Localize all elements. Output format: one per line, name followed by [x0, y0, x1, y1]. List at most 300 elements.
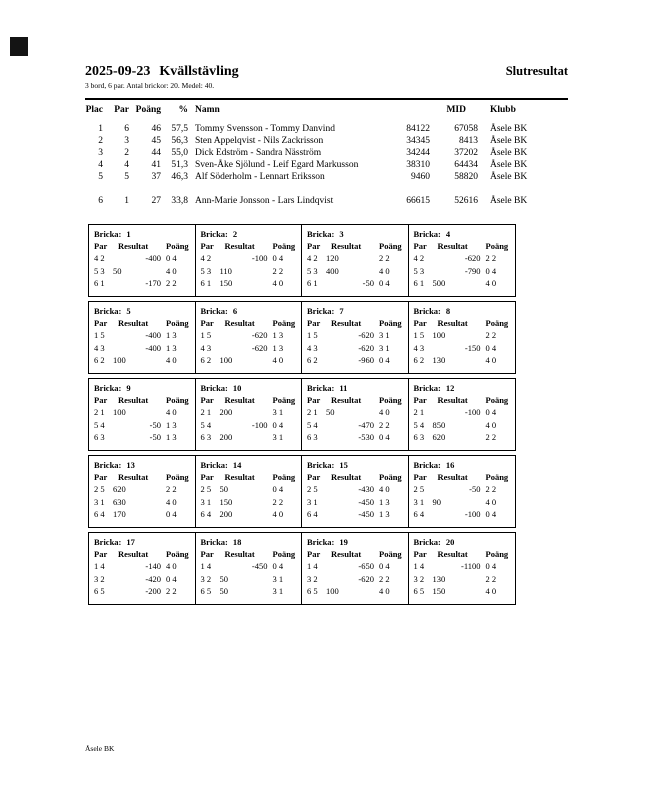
board-title	[307, 228, 403, 240]
board-column-headers	[201, 240, 297, 252]
board-cell-par: 2 1	[413, 407, 425, 418]
board-col-header: Resultat	[331, 318, 362, 328]
board-cell-resultat: 150	[219, 278, 233, 289]
board-cell-resultat: 200	[219, 407, 233, 418]
standings-cell-namn: Ann-Marie Jonsson - Lars Lindqvist	[195, 196, 334, 206]
board-number: 2	[232, 229, 238, 239]
board-score-line	[201, 265, 297, 277]
standings-cell-mid1: 9460	[411, 172, 430, 182]
board-score-line	[307, 431, 403, 443]
standings-cell-par: 5	[124, 172, 129, 182]
standings-cell-mid1: 66615	[406, 196, 430, 206]
board-score-line	[201, 252, 297, 264]
board-cell-resultat: -620	[251, 330, 268, 341]
board-col-header: Resultat	[118, 472, 149, 482]
board-cell-par: 6 4	[200, 509, 212, 520]
board-cell-par: 6 3	[200, 432, 212, 443]
board-cell-poang: 4 0	[485, 586, 497, 597]
board-score-line	[94, 354, 190, 366]
board-cell-poang: 2 2	[379, 419, 390, 430]
standings-cell-poang: 45	[151, 136, 161, 146]
board-score-line	[94, 496, 190, 508]
board-title-label: Bricka:	[307, 229, 335, 239]
board-cell-par: 1 5	[307, 330, 318, 341]
board-number: 8	[445, 306, 451, 316]
board-cell-par: 3 2	[94, 573, 105, 584]
board-cell-poang: 1 3	[166, 432, 177, 443]
board-score-line	[201, 419, 297, 431]
board-cell-resultat: -470	[358, 419, 374, 430]
page-content	[85, 63, 568, 207]
board-cell-resultat: 130	[432, 355, 446, 366]
board-title-label: Bricka:	[200, 306, 228, 316]
board-title-label: Bricka:	[200, 229, 228, 239]
board-cell-poang: 4 0	[166, 496, 177, 507]
board-cell-poang: 0 4	[379, 432, 390, 443]
board-score-line	[414, 483, 510, 495]
board-score-line	[414, 496, 510, 508]
standings-cell-par: 1	[124, 196, 129, 206]
board-box	[88, 224, 196, 297]
standings-cell-par: 6	[124, 124, 129, 134]
board-title	[94, 536, 190, 548]
standings-cell-klubb: Åsele BK	[490, 148, 528, 158]
board-col-header: Par	[200, 472, 214, 482]
standings-cell-poang: 46	[151, 124, 161, 134]
standings-cell-namn: Dick Edström - Sandra Näsström	[195, 148, 322, 158]
board-column-headers	[201, 471, 297, 483]
board-score-line	[307, 419, 403, 431]
board-number: 5	[126, 306, 131, 316]
result-type-label: Slutresultat	[505, 64, 568, 78]
board-col-header: Resultat	[224, 472, 255, 482]
board-score-line	[307, 265, 403, 277]
board-score-line	[201, 431, 297, 443]
board-score-line	[94, 560, 190, 572]
board-col-header: Par	[307, 472, 321, 482]
board-score-line	[307, 329, 403, 341]
standings-cell-plac: 4	[98, 160, 103, 170]
board-cell-resultat: -170	[145, 278, 161, 289]
board-cell-par: 5 4	[413, 419, 425, 430]
board-col-header: Resultat	[331, 241, 362, 251]
board-title-label: Bricka:	[413, 306, 441, 316]
board-title	[94, 305, 190, 317]
board-cell-poang: 0 4	[166, 573, 177, 584]
board-score-line	[414, 329, 510, 341]
board-cell-par: 6 3	[307, 432, 318, 443]
board-score-line	[307, 508, 403, 520]
board-column-headers	[414, 394, 510, 406]
board-cell-resultat: 620	[432, 432, 446, 443]
board-number: 15	[339, 460, 348, 470]
standings-cell-mid1: 34244	[406, 148, 430, 158]
standings-spacer-row	[85, 183, 568, 195]
board-number: 14	[232, 460, 242, 470]
board-cell-par: 2 1	[200, 407, 212, 418]
board-cell-poang: 4 0	[379, 484, 390, 495]
board-cell-par: 6 1	[94, 278, 105, 289]
board-number: 9	[126, 383, 131, 393]
board-title-label: Bricka:	[94, 460, 122, 470]
standings-row	[85, 135, 568, 147]
standings-cell-mid1: 34345	[406, 136, 430, 146]
board-cell-par: 4 2	[413, 253, 425, 264]
board-cell-poang: 4 0	[272, 509, 284, 520]
board-cell-par: 6 2	[200, 355, 212, 366]
board-title-label: Bricka:	[307, 306, 335, 316]
board-column-headers	[201, 394, 297, 406]
board-score-line	[201, 406, 297, 418]
board-score-line	[414, 265, 510, 277]
standings-cell-pct: 57,5	[171, 124, 188, 134]
board-cell-resultat: 630	[113, 496, 126, 507]
board-cell-poang: 4 0	[485, 278, 497, 289]
board-column-headers	[201, 317, 297, 329]
board-cell-par: 3 1	[94, 496, 105, 507]
board-cell-resultat: 50	[326, 407, 335, 418]
board-number: 10	[232, 383, 242, 393]
board-col-header: Resultat	[437, 472, 468, 482]
board-cell-resultat: -400	[145, 253, 161, 264]
header-divider	[85, 98, 568, 100]
board-col-header: Resultat	[437, 241, 468, 251]
board-score-line	[201, 508, 297, 520]
standings-cell-pct: 46,3	[171, 172, 188, 182]
board-cell-resultat: -140	[145, 561, 161, 572]
board-title	[414, 459, 510, 471]
board-cell-poang: 4 0	[379, 265, 390, 276]
board-column-headers	[201, 548, 297, 560]
board-cell-par: 6 1	[200, 278, 212, 289]
board-cell-resultat: 50	[219, 586, 228, 597]
board-cell-par: 6 2	[307, 355, 318, 366]
board-col-header: Resultat	[331, 472, 362, 482]
board-cell-poang: 2 2	[485, 432, 497, 443]
board-cell-poang: 2 2	[379, 573, 390, 584]
board-cell-par: 2 1	[307, 407, 318, 418]
standings-cell-plac: 5	[98, 172, 103, 182]
board-box	[195, 532, 303, 605]
standings-cell-namn: Sten Appelqvist - Nils Zackrisson	[195, 136, 324, 146]
board-cell-resultat: -530	[358, 432, 374, 443]
board-col-header: Par	[200, 241, 214, 251]
board-col-header: Resultat	[118, 395, 149, 405]
standings-body	[85, 123, 568, 207]
board-score-line	[201, 277, 297, 289]
board-cell-poang: 1 3	[379, 496, 390, 507]
board-cell-resultat: -420	[145, 573, 161, 584]
board-cell-poang: 1 3	[272, 330, 284, 341]
standings-cell-pct: 56,3	[171, 136, 188, 146]
board-number: 17	[126, 537, 135, 547]
board-title	[307, 305, 403, 317]
board-cell-resultat: 110	[219, 265, 232, 276]
board-box	[408, 224, 516, 297]
board-cell-poang: 2 2	[379, 253, 390, 264]
board-cell-resultat: -450	[358, 509, 374, 520]
board-number: 4	[445, 229, 451, 239]
board-row	[88, 532, 520, 605]
board-score-line	[201, 496, 297, 508]
board-title-label: Bricka:	[200, 537, 228, 547]
board-cell-par: 5 4	[307, 419, 318, 430]
board-cell-par: 3 1	[200, 496, 212, 507]
board-cell-resultat: 50	[219, 484, 228, 495]
board-cell-par: 6 4	[413, 509, 425, 520]
col-header-par: Par	[114, 105, 129, 115]
board-cell-poang: 0 4	[485, 561, 497, 572]
standings-cell-pct: 51,3	[171, 160, 188, 170]
board-col-header: Resultat	[224, 241, 255, 251]
board-score-line	[414, 419, 510, 431]
standings-cell-mid2: 64434	[454, 160, 478, 170]
board-title	[414, 536, 510, 548]
board-col-header: Poäng	[166, 241, 189, 251]
standings-cell-mid2: 52616	[454, 196, 478, 206]
board-cell-par: 6 2	[94, 355, 105, 366]
board-cell-poang: 2 2	[166, 586, 177, 597]
standings-cell-plac: 3	[98, 148, 103, 158]
board-score-line	[94, 419, 190, 431]
board-cell-resultat: -1100	[460, 561, 481, 572]
board-cell-poang: 1 3	[166, 330, 177, 341]
standings-cell-plac: 6	[98, 196, 103, 206]
board-col-header: Poäng	[379, 241, 402, 251]
board-cell-resultat: 100	[432, 330, 446, 341]
board-cell-resultat: 120	[326, 253, 339, 264]
board-column-headers	[414, 317, 510, 329]
board-col-header: Poäng	[485, 549, 509, 559]
board-col-header: Resultat	[118, 549, 149, 559]
board-box	[195, 224, 303, 297]
board-score-line	[94, 431, 190, 443]
board-score-line	[307, 252, 403, 264]
board-row	[88, 301, 520, 374]
board-number: 6	[232, 306, 238, 316]
board-cell-poang: 2 2	[485, 484, 497, 495]
board-cell-resultat: -50	[362, 278, 374, 289]
standings-cell-klubb: Åsele BK	[490, 172, 528, 182]
board-cell-par: 3 2	[200, 573, 212, 584]
board-cell-par: 1 4	[413, 561, 425, 572]
board-cell-resultat: -200	[145, 586, 161, 597]
standings-row	[85, 195, 568, 207]
board-score-line	[307, 483, 403, 495]
board-col-header: Par	[94, 395, 108, 405]
board-score-line	[94, 329, 190, 341]
col-header-poang: Poäng	[135, 105, 161, 115]
board-cell-resultat: 50	[219, 573, 228, 584]
board-title	[94, 382, 190, 394]
footer-club-name: Åsele BK	[85, 744, 115, 753]
board-column-headers	[307, 394, 403, 406]
board-col-header: Resultat	[331, 395, 362, 405]
col-header-pct: %	[178, 105, 188, 115]
board-cell-resultat: -50	[469, 484, 481, 495]
board-column-headers	[94, 548, 190, 560]
board-cell-poang: 2 2	[166, 278, 177, 289]
board-cell-poang: 2 2	[485, 330, 497, 341]
standings-cell-mid2: 8413	[459, 136, 478, 146]
board-cell-resultat: 150	[219, 496, 233, 507]
board-col-header: Poäng	[166, 549, 189, 559]
board-number: 11	[339, 383, 348, 393]
board-col-header: Par	[94, 241, 108, 251]
board-box	[88, 378, 196, 451]
board-column-headers	[94, 240, 190, 252]
board-score-line	[307, 406, 403, 418]
board-col-header: Par	[307, 395, 321, 405]
board-title-label: Bricka:	[413, 229, 441, 239]
board-box	[301, 378, 409, 451]
board-title	[201, 382, 297, 394]
standings-header	[85, 104, 568, 123]
board-cell-poang: 2 2	[485, 573, 497, 584]
board-cell-resultat: 200	[219, 432, 233, 443]
board-title-label: Bricka:	[200, 383, 228, 393]
board-score-line	[307, 354, 403, 366]
board-cell-resultat: 170	[113, 509, 126, 520]
standings-cell-pct: 33,8	[171, 196, 188, 206]
page-corner-mark	[10, 37, 28, 56]
board-cell-resultat: -620	[464, 253, 481, 264]
standings-cell-mid1: 84122	[406, 124, 430, 134]
board-cell-par: 2 5	[413, 484, 425, 495]
board-title	[201, 228, 297, 240]
board-cell-par: 2 5	[307, 484, 318, 495]
board-cell-resultat: -450	[251, 561, 268, 572]
board-score-line	[94, 342, 190, 354]
board-score-line	[414, 560, 510, 572]
board-cell-poang: 4 0	[166, 561, 177, 572]
board-title	[307, 459, 403, 471]
board-cell-poang: 0 4	[485, 265, 497, 276]
standings-cell-plac: 2	[98, 136, 103, 146]
board-cell-poang: 4 0	[379, 586, 390, 597]
board-col-header: Poäng	[272, 318, 296, 328]
board-box	[301, 224, 409, 297]
board-score-line	[414, 431, 510, 443]
board-cell-par: 3 1	[307, 496, 318, 507]
board-cell-poang: 4 0	[485, 496, 497, 507]
board-col-header: Par	[307, 241, 321, 251]
board-cell-resultat: -400	[145, 330, 161, 341]
board-cell-poang: 3 1	[272, 573, 284, 584]
board-col-header: Poäng	[379, 549, 402, 559]
board-cell-resultat: -100	[464, 407, 481, 418]
board-box	[88, 532, 196, 605]
board-box	[301, 455, 409, 528]
board-score-line	[94, 508, 190, 520]
board-box	[408, 301, 516, 374]
board-cell-resultat: -50	[149, 432, 161, 443]
board-cell-par: 1 4	[200, 561, 212, 572]
board-cell-resultat: 130	[432, 573, 446, 584]
board-title	[201, 459, 297, 471]
board-cell-poang: 3 1	[272, 432, 284, 443]
board-title-label: Bricka:	[200, 460, 228, 470]
board-col-header: Par	[413, 472, 427, 482]
board-box	[408, 378, 516, 451]
board-score-line	[414, 277, 510, 289]
board-cell-resultat: -400	[145, 342, 161, 353]
board-cell-resultat: -100	[251, 419, 268, 430]
board-box	[195, 301, 303, 374]
board-title-label: Bricka:	[307, 537, 335, 547]
board-cell-resultat: -790	[464, 265, 481, 276]
board-score-line	[201, 573, 297, 585]
board-cell-par: 1 5	[200, 330, 212, 341]
board-cell-resultat: 100	[326, 586, 339, 597]
col-header-plac: Plac	[85, 105, 103, 115]
board-cell-par: 6 1	[307, 278, 318, 289]
standings-cell-klubb: Åsele BK	[490, 160, 528, 170]
board-cell-poang: 4 0	[166, 355, 177, 366]
board-cell-resultat: -620	[358, 342, 374, 353]
board-cell-resultat: 620	[113, 484, 126, 495]
board-title-label: Bricka:	[413, 383, 441, 393]
board-cell-par: 6 1	[413, 278, 425, 289]
board-cell-poang: 1 3	[379, 509, 390, 520]
board-title	[414, 228, 510, 240]
board-score-line	[414, 573, 510, 585]
board-cell-poang: 0 4	[485, 509, 497, 520]
board-col-header: Poäng	[272, 472, 296, 482]
page-title	[85, 63, 239, 80]
board-col-header: Par	[413, 395, 427, 405]
board-number: 20	[445, 537, 455, 547]
board-cell-poang: 4 0	[485, 355, 497, 366]
board-cell-resultat: 100	[219, 355, 233, 366]
board-number: 19	[339, 537, 348, 547]
board-title	[94, 459, 190, 471]
board-score-line	[94, 252, 190, 264]
board-cell-par: 5 3	[307, 265, 318, 276]
board-cell-resultat: 90	[432, 496, 441, 507]
board-cell-par: 5 3	[94, 265, 105, 276]
board-col-header: Poäng	[166, 395, 189, 405]
board-score-line	[307, 560, 403, 572]
event-date: 2025-09-23	[85, 64, 151, 79]
board-col-header: Resultat	[331, 549, 362, 559]
board-cell-par: 2 1	[94, 407, 105, 418]
board-score-line	[201, 585, 297, 597]
board-col-header: Poäng	[379, 395, 402, 405]
board-score-line	[201, 354, 297, 366]
board-col-header: Par	[200, 549, 214, 559]
board-score-line	[94, 483, 190, 495]
board-title	[201, 536, 297, 548]
board-cell-resultat: 50	[113, 265, 122, 276]
board-number: 1	[126, 229, 131, 239]
board-cell-poang: 4 0	[166, 265, 177, 276]
board-col-header: Poäng	[485, 395, 509, 405]
board-box	[88, 455, 196, 528]
board-cell-par: 6 2	[413, 355, 425, 366]
board-col-header: Poäng	[485, 318, 509, 328]
board-col-header: Par	[94, 549, 108, 559]
board-score-line	[201, 560, 297, 572]
board-title	[307, 382, 403, 394]
board-cell-resultat: 150	[432, 586, 446, 597]
board-title	[307, 536, 403, 548]
board-cell-poang: 0 4	[166, 509, 177, 520]
document-header	[85, 63, 568, 80]
standings-cell-plac: 1	[98, 124, 103, 134]
standings-row	[85, 171, 568, 183]
standings-cell-poang: 27	[151, 196, 161, 206]
